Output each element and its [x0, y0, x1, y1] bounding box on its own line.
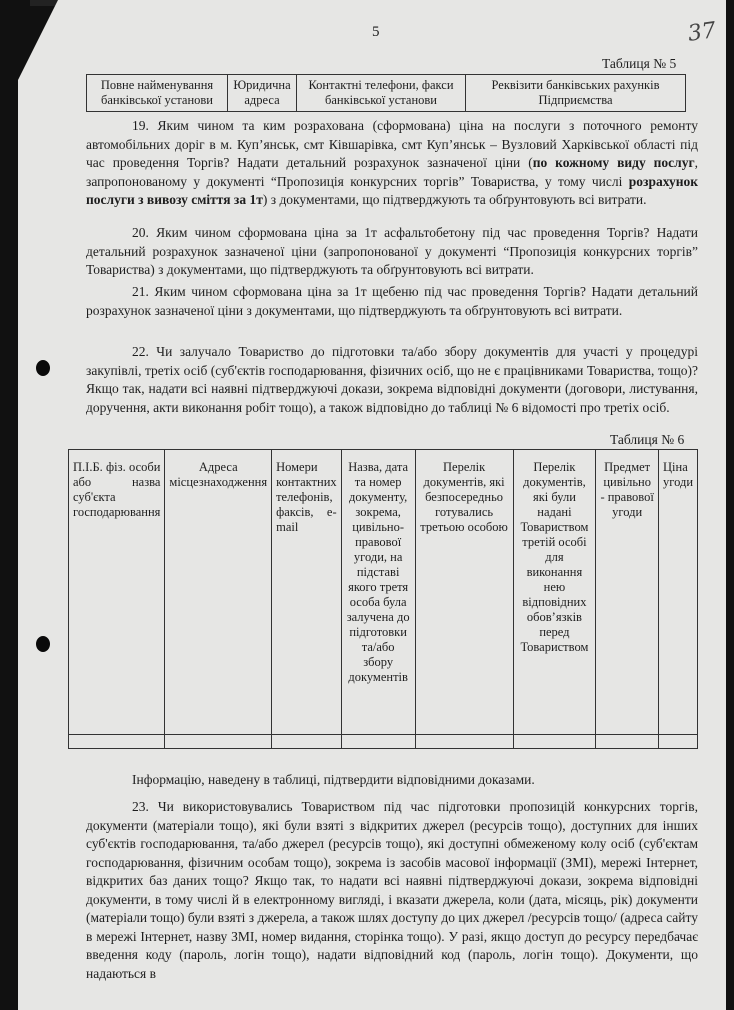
table6-header: Предмет цивільно - правової угоди	[596, 450, 659, 735]
table6-header: Адреса місцезнаходження	[165, 450, 272, 735]
page-number: 5	[372, 24, 380, 40]
table5-header: Юридична адреса	[228, 75, 297, 112]
table5-header: Повне найменування банківської установи	[87, 75, 228, 112]
table5-caption: Таблиця № 5	[602, 56, 677, 71]
table5-header: Контактні телефони, факси банківської установи	[297, 75, 466, 112]
table6-header: Назва, дата та номер документу, зокрема, цивільно-правової угоди, на підставі якого третя особа була залучена до підготовки та/або збору документів	[341, 450, 415, 735]
punch-hole	[36, 360, 50, 376]
paragraph-21: 21. Яким чином сформована ціна за 1т щебеню під час проведення Торгів? Надати детальний розрахунок зазначеної ціни з документами, що підтверджують та обґрунтовують всі витрати.	[86, 284, 698, 318]
paragraph-23: 23. Чи використовувались Товариством під час підготовки пропозицій конкурсних торгів, документи (матеріали тощо), які були взяті з відкритих джерел (ресурсів тощо), доступних для інших суб'єктів господарювання, та/або джерел (ресурсів тощо), які доступні обмеженому колу осіб (суб'єктам господарювання, фізичним особам тощо), зокрема із засобів масової інформації (ЗМІ), мережі Інтернет, відкритих баз даних тощо? Якщо так, то надати всі наявні підтверджуючі докази, зокрема відповідні документи, в тому числі й в електронному вигляді, і вказати джерела, коли (дата, місяць, рік) документи (матеріали тощо) були взяті з джерела, а також шлях доступу до цих джерел /ресурсів тощо/ (адреса сайту в мережі Інтернет, назву ЗМІ, номер видання, сторінка тощо). У разі, якщо доступ до ресурсу передбачає введення коду (пароль, логін тощо), надати відповідний код (пароль, логін тощо). Документи, що надаються в	[86, 799, 698, 981]
table6-header: Ціна угоди	[659, 450, 698, 735]
confirmation-note: Інформацію, наведену в таблиці, підтвердити відповідними доказами.	[132, 772, 535, 787]
table6	[68, 449, 698, 749]
table6-caption: Таблиця № 6	[610, 432, 685, 447]
table5	[86, 74, 686, 112]
paragraph-20: 20. Яким чином сформована ціна за 1т асфальтобетону під час проведення Торгів? Надати детальний розрахунок зазначеної ціни (запропонованої у документі “Пропозиція конкурсних торгів” Товариства) з документами, що підтверджують та обґрунтовують всі витрати.	[86, 225, 698, 277]
table6-row	[69, 735, 698, 749]
table6-header: Перелік документів, які були надані Товариством третій особі для виконання нею відповідних обов’язків перед Товариством	[513, 450, 596, 735]
table5-header: Реквізити банківських рахунків Підприємства	[466, 75, 686, 112]
paragraph-19: 19. Яким чином та ким розрахована (сформована) ціна на послуги з поточного ремонту автомобільних доріг в м. Куп’янськ, смт Ківшарівка, смт Куп’янськ – Вузловий Харківської області під час проведення Торгів? Надати детальний розрахунок зазначеної ціни (по кожному виду послуг, запропонованому у документі “Пропозиція конкурсних торгів” Товариства, у тому числі розрахунок послуги з вивозу сміття за 1т) з документами, що підтверджують та обґрунтовують всі витрати.	[86, 118, 698, 207]
table6-header: Перелік документів, які безпосередньо готувались третьою особою	[415, 450, 513, 735]
handwritten-page-mark: 37	[686, 18, 718, 47]
punch-hole	[36, 636, 50, 652]
table6-header: П.І.Б. фіз. особи або назва суб'єкта господарювання	[69, 450, 165, 735]
paragraph-22: 22. Чи залучало Товариство до підготовки та/або збору документів для участі у процедурі закупівлі, третіх осіб (суб'єктів господарювання, фізичних осіб, що не є працівниками Товариства, тощо)? Якщо так, надати всі наявні підтверджуючі докази, зокрема відповідні документи (договори, листування, доручення, акти виконання робіт тощо), а також відповідно до таблиці № 6 відомості про третіх осіб.	[86, 344, 698, 415]
table6-header: Номери контактних телефонів, факсів, e-mail	[272, 450, 342, 735]
